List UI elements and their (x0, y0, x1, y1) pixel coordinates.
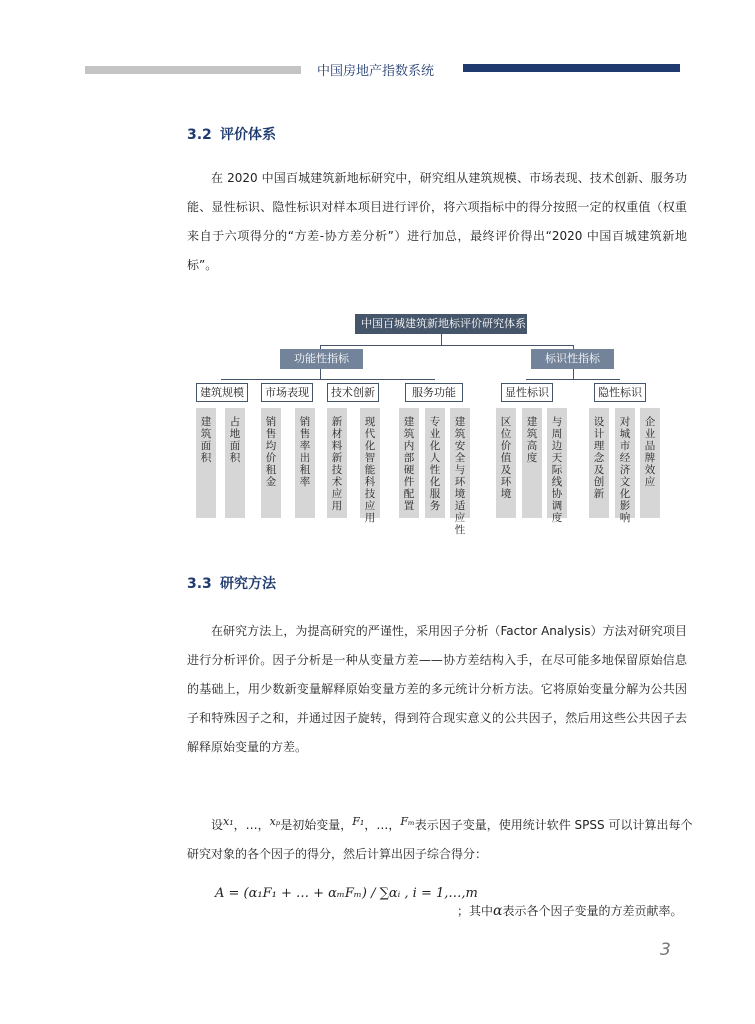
paragraph-text: 在研究方法上，为提高研究的严谨性，采用因子分析（Factor Analysis）方法对研究项目进行分析评价。因子分析是一种从变量方差——协方差结构入手，在尽可能多地保留原始信息的基础上，用少数新变量解释原始变量方差的多元统计分析方法。它将原始变量分解为公共因子和特殊因子之和，并通过因子旋转，得到符合现实意义的公共因子，然后用这些公共因子去解释原始变量的方差。 (187, 624, 687, 754)
var-xp: xₚ (269, 815, 281, 828)
page-number: 3 (660, 940, 671, 960)
var-dots: ，…， (233, 818, 270, 832)
category-market-performance: 市场表现 (261, 383, 313, 402)
leaf-design-concept: 设计理念及创新 (589, 408, 609, 518)
var-text: 表示因子变量，使用统计软件 SPSS 可以计算出每个研究对象的各个因子的得分，然后计算出因子综合得分： (187, 818, 693, 861)
section-title: 研究方法 (220, 576, 276, 592)
var-x1: x₁ (223, 815, 234, 828)
section-title: 评价体系 (220, 127, 276, 143)
leaf-hardware: 建筑内部硬件配置 (399, 408, 419, 518)
connector (320, 345, 573, 346)
leaf-safety-environment: 建筑安全与环境适应性 (450, 408, 470, 518)
section-3-2-paragraph (187, 164, 687, 280)
alpha-symbol: α (493, 903, 503, 919)
var-text: 是初始变量， (280, 818, 353, 832)
leaf-new-materials: 新材料 新技术应用 (327, 408, 347, 518)
connector (221, 379, 435, 380)
leaf-site-area: 占地面积 (225, 408, 245, 518)
leaf-smart-tech: 现代化智能科技应用 (360, 408, 380, 518)
category-tech-innovation: 技术创新 (327, 383, 379, 402)
header-title: 中国房地产指数系统 (317, 64, 435, 79)
section-3-3-paragraph (187, 617, 687, 762)
section-heading-3-3 (187, 573, 276, 593)
leaf-skyline: 与周边天际线协调度 (547, 408, 567, 518)
leaf-price-rent: 销售均价 租金 (261, 408, 281, 518)
leaf-building-area: 建筑面积 (196, 408, 216, 518)
paragraph-text: 在 2020 中国百城建筑新地标研究中，研究组从建筑规模、市场表现、技术创新、服务功能、显性标识、隐性标识对样本项目进行评价，将六项指标中的得分按照一定的权重值（权重来自于六项得分的“方差-协方差分析”）进行加总，最终评价得出“2020 中国百城建筑新地标”。 (187, 171, 687, 272)
group-identity: 标识性指标 (531, 349, 614, 369)
var-F1: F₁ (352, 815, 365, 828)
leaf-brand-effect: 企业品牌效应 (640, 408, 660, 518)
category-explicit-identity: 显性标识 (501, 383, 553, 402)
leaf-building-height: 建筑高度 (522, 408, 542, 518)
leaf-location: 区位价值及环境 (496, 408, 516, 518)
connector (526, 379, 620, 380)
variable-definition (187, 811, 697, 869)
leaf-city-impact: 对城市经济 文化影响 (615, 408, 635, 518)
section-number: 3.2 (187, 127, 212, 143)
category-implicit-identity: 隐性标识 (594, 383, 646, 402)
var-text: 设 (211, 818, 224, 832)
formula-note-text: 表示各个因子变量的方差贡献率。 (502, 904, 683, 918)
header-bar-left (85, 66, 301, 74)
formula-note (457, 902, 683, 919)
var-dots: ，…， (364, 818, 401, 832)
leaf-sales-rate: 销售率 出租率 (295, 408, 315, 518)
section-heading-3-2 (187, 124, 276, 144)
section-number: 3.3 (187, 576, 212, 592)
var-Fm: Fₘ (400, 815, 415, 828)
formula-note-text: ；其中 (457, 904, 494, 918)
evaluation-system-diagram (185, 312, 675, 536)
category-building-scale: 建筑规模 (196, 383, 248, 402)
leaf-professional-service: 专业化 人性化服务 (425, 408, 445, 518)
group-functional: 功能性指标 (280, 349, 363, 369)
category-service-function: 服务功能 (405, 383, 463, 402)
header-bar-right (463, 64, 680, 72)
diagram-root: 中国百城建筑新地标评价研究体系 (355, 314, 527, 334)
formula: A = (α₁F₁ + … + αₘFₘ) / ∑αᵢ , i = 1,…,m (215, 886, 478, 901)
